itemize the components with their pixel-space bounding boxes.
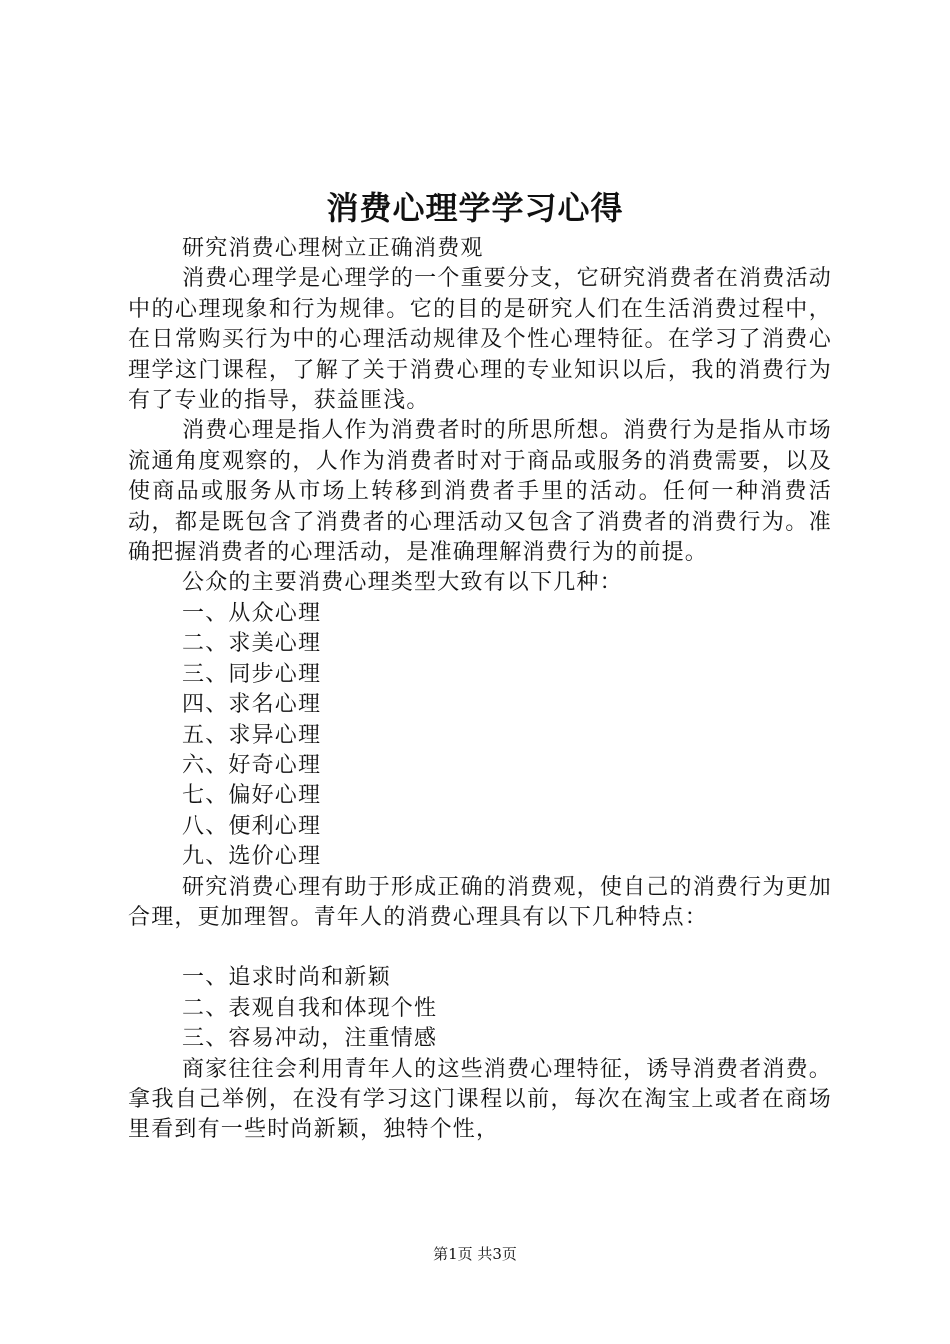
list-item: 六、好奇心理 — [182, 752, 322, 778]
document-title: 消费心理学学习心得 — [326, 189, 624, 227]
list-item: 七、偏好心理 — [182, 783, 322, 809]
page-number-footer: 第1页 共3页 — [433, 1245, 517, 1263]
list-item: 一、从众心理 — [182, 600, 322, 626]
list-item: 四、求名心理 — [182, 692, 322, 718]
list-item: 九、选价心理 — [182, 844, 322, 870]
document-body — [128, 234, 832, 1146]
list-item: 二、表观自我和体现个性 — [182, 995, 438, 1021]
paragraph: 公众的主要消费心理类型大致有以下几种： — [182, 570, 623, 596]
paragraph-subtitle: 研究消费心理树立正确消费观 — [182, 236, 484, 261]
paragraph: 研究消费心理有助于形成正确的消费观，使自己的消费行为更加合理，更加理智。青年人的消费心理具有以下几种特点： — [128, 874, 832, 930]
list-item: 三、同步心理 — [182, 661, 322, 687]
paragraph: 消费心理学是心理学的一个重要分支，它研究消费者在消费活动中的心理现象和行为规律。它的目的是研究人们在生活消费过程中，在日常购买行为中的心理活动规律及个性心理特征。在学习了消费心理学这门课程，了解了关于消费心理的专业知识以后，我的消费行为有了专业的指导，获益匪浅。 — [128, 266, 832, 414]
list-item: 三、容易冲动，注重情感 — [182, 1026, 438, 1052]
list-item: 五、求异心理 — [182, 722, 322, 748]
list-item: 一、追求时尚和新颖 — [182, 965, 391, 991]
paragraph: 消费心理是指人作为消费者时的所思所想。消费行为是指从市场流通角度观察的，人作为消费者时对于商品或服务的消费需要，以及使商品或服务从市场上转移到消费者手里的活动。任何一种消费活动，都是既包含了消费者的心理活动又包含了消费者的消费行为。准确把握消费者的心理活动，是准确理解消费行为的前提。 — [128, 418, 832, 566]
list-item: 八、便利心理 — [182, 813, 322, 839]
list-item: 二、求美心理 — [182, 631, 322, 657]
blank-line — [128, 933, 832, 963]
paragraph: 商家往往会利用青年人的这些消费心理特征，诱导消费者消费。拿我自己举例，在没有学习这门课程以前，每次在淘宝上或者在商场里看到有一些时尚新颖，独特个性， — [128, 1056, 832, 1143]
